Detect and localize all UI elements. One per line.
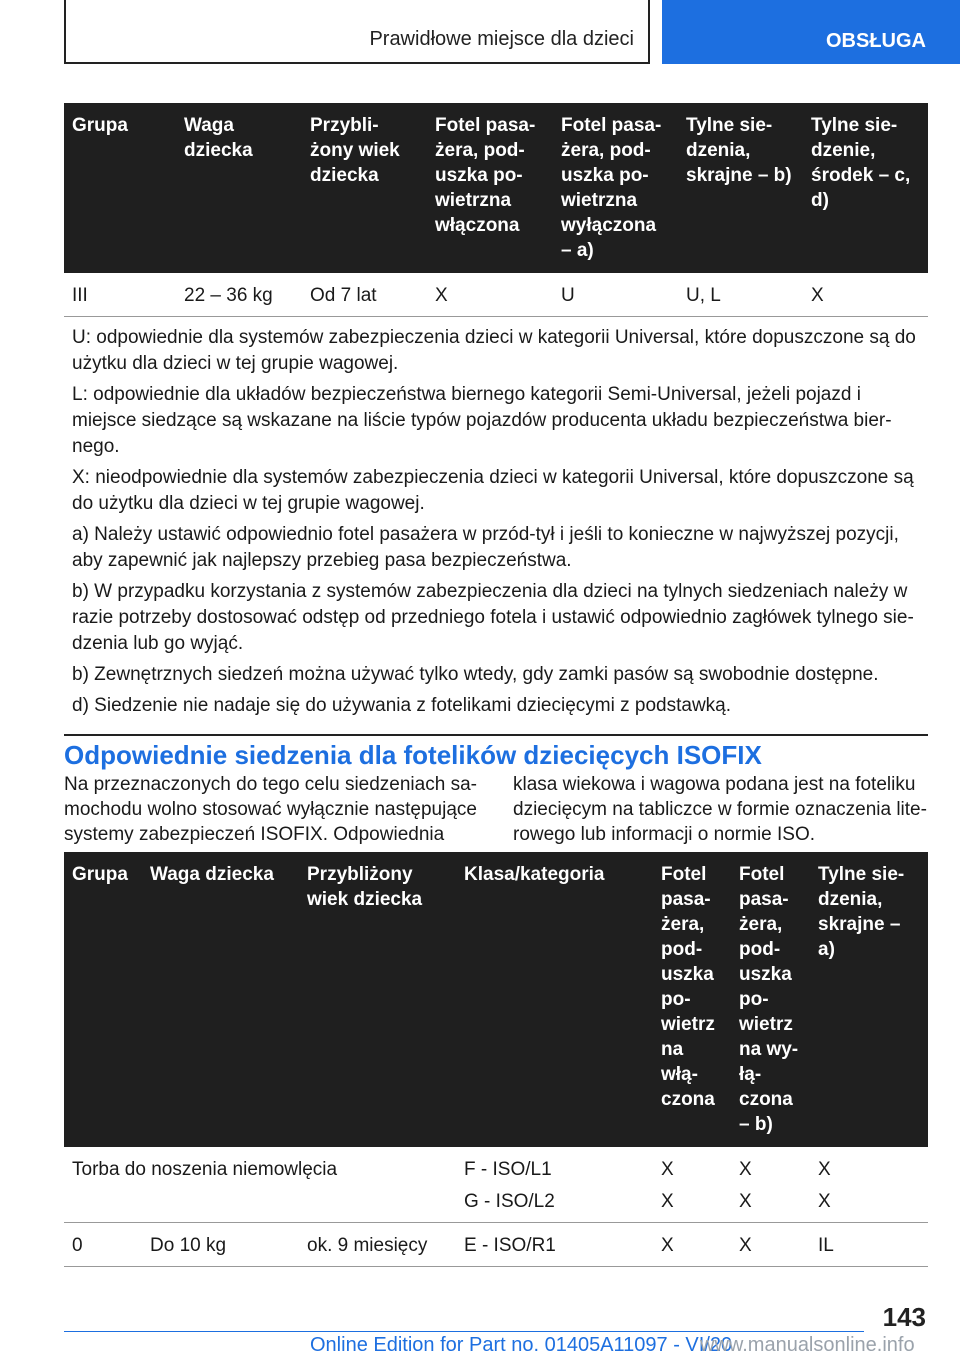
- cell-line: X: [739, 1191, 752, 1212]
- table-row: [64, 273, 928, 317]
- isofix-table: [64, 852, 928, 1267]
- table-notes: [64, 317, 928, 736]
- cell-line: F - ISO/L1: [464, 1159, 552, 1180]
- table-cell: Od 7 lat: [302, 273, 427, 317]
- section-text-left: Na przeznaczonych do tego celu siedzeniach sa-mochodu wolno stosować wyłącznie następujące systemy zabezpieczeń ISOFIX. Odpowiednia: [64, 774, 477, 845]
- table-header-row: [64, 103, 928, 273]
- note: a) Należy ustawić odpowiednio fotel pasażera w przód-tył i jeśli to konieczne w najwyższej pozycji, aby zapewnić jak najlepszy przebieg pasa bezpieczeństwa.: [72, 524, 899, 571]
- col-header: Tylne sie- dzenia, skrajne – b): [678, 103, 803, 273]
- table-cell: IL: [810, 1223, 928, 1267]
- section-tab-label: OBSŁUGA: [826, 30, 926, 52]
- table-row: [64, 1223, 928, 1267]
- cell-line: X: [818, 1191, 831, 1212]
- col-header: Fotel pasa- żera, pod- uszka po- wietrz na wy- łą- czona – b): [731, 852, 810, 1147]
- table-row: [64, 1147, 928, 1223]
- section-tab[interactable]: [662, 0, 960, 64]
- table-cell: [456, 1147, 653, 1223]
- col-header: Grupa: [64, 852, 142, 1147]
- table-cell: U, L: [678, 273, 803, 317]
- table-cell: [810, 1147, 928, 1223]
- cell-line: G - ISO/L2: [464, 1191, 555, 1212]
- watermark: www.manualsonline.info: [700, 1334, 915, 1356]
- table-cell: [653, 1147, 731, 1223]
- table-cell: X: [427, 273, 553, 317]
- footer-edition: Online Edition for Part no. 01405A11097 - VI/20: [310, 1334, 733, 1356]
- cell-line: X: [739, 1159, 752, 1180]
- note: b) Zewnętrznych siedzeń można używać tylko wtedy, gdy zamki pasów są swobodnie dostępne.: [72, 664, 879, 685]
- cell-line: X: [661, 1159, 674, 1180]
- cell-line: X: [818, 1159, 831, 1180]
- col-header: Przybli- żony wiek dziecka: [302, 103, 427, 273]
- table-header-row: [64, 852, 928, 1147]
- header-title: Prawidłowe miejsce dla dzieci: [369, 28, 634, 50]
- col-header: Przybliżony wiek dziecka: [299, 852, 456, 1147]
- table-cell: Torba do noszenia niemowlęcia: [64, 1147, 456, 1223]
- table-cell: 22 – 36 kg: [176, 273, 302, 317]
- col-header: Klasa/kategoria: [456, 852, 653, 1147]
- col-header: Fotel pasa- żera, pod- uszka po- wietrzna wyłączona – a): [553, 103, 678, 273]
- section-heading: Odpowiednie siedzenia dla fotelików dziecięcych ISOFIX: [64, 740, 762, 770]
- table-cell: X: [731, 1223, 810, 1267]
- table-cell: [731, 1147, 810, 1223]
- col-header: Waga dziecka: [176, 103, 302, 273]
- cell-line: X: [661, 1191, 674, 1212]
- table-cell: 0: [64, 1223, 142, 1267]
- table-cell: III: [64, 273, 176, 317]
- table-cell: ok. 9 miesięcy: [299, 1223, 456, 1267]
- header-title-box: [64, 0, 650, 64]
- table-cell: X: [653, 1223, 731, 1267]
- page-number: 143: [882, 1302, 926, 1332]
- child-seat-table: [64, 103, 928, 736]
- col-header: Tylne sie- dzenie, środek – c, d): [803, 103, 928, 273]
- section-text-right: klasa wiekowa i wagowa podana jest na foteliku dziecięcym na tabliczce w formie oznaczenia lite-rowego lub informacji o normie ISO.: [513, 774, 927, 845]
- note: U: odpowiednie dla systemów zabezpieczenia dzieci w kategorii Universal, które dopuszczone są do użytku dla dzieci w tej grupie wagowej.: [72, 327, 916, 374]
- table-cell: X: [803, 273, 928, 317]
- col-header: Waga dziecka: [142, 852, 299, 1147]
- note: b) W przypadku korzystania z systemów zabezpieczenia dla dzieci na tylnych siedzeniach należy w razie potrzeby dostosować odstęp od przedniego fotela i ustawić odpowiednio zagłówek tylnego sie-dzenia lub go wyjąć.: [72, 581, 914, 654]
- footer-rule: [64, 1331, 864, 1332]
- table-cell: E - ISO/R1: [456, 1223, 653, 1267]
- note: d) Siedzenie nie nadaje się do używania z fotelikami dziecięcymi z podstawką.: [72, 695, 732, 716]
- table-notes-row: [64, 317, 928, 736]
- col-header: Grupa: [64, 103, 176, 273]
- col-header: Tylne sie- dzenia, skrajne – a): [810, 852, 928, 1147]
- table-cell: U: [553, 273, 678, 317]
- note: L: odpowiednie dla układów bezpieczeństwa biernego kategorii Semi-Universal, jeżeli pojazd i miejsce siedzące są wskazane na liście typów pojazdów producenta układu bezpieczeństwa bier-nego.: [72, 384, 892, 457]
- table-cell: Do 10 kg: [142, 1223, 299, 1267]
- page-header: [0, 0, 960, 64]
- col-header: Fotel pasa- żera, pod- uszka po- wietrzna włączona: [427, 103, 553, 273]
- note: X: nieodpowiednie dla systemów zabezpieczenia dzieci w kategorii Universal, które dopuszczone są do użytku dla dzieci w tej grupie wagowej.: [72, 467, 914, 514]
- col-header: Fotel pasa- żera, pod- uszka po- wietrz na włą- czona: [653, 852, 731, 1147]
